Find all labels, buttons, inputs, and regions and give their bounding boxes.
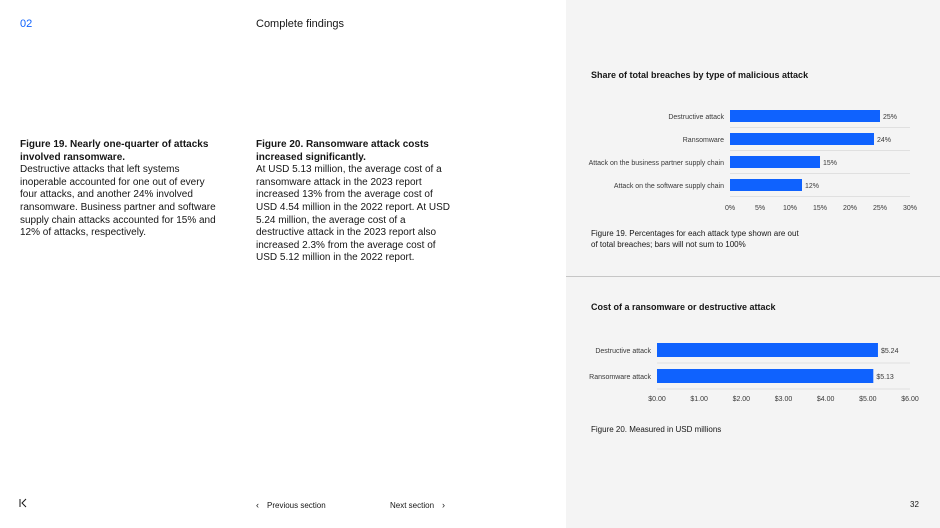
bar-value-label: 12% [805, 183, 820, 190]
figure20-text-block [256, 139, 452, 265]
category-label: Attack on the software supply chain [613, 183, 724, 190]
previous-section-link[interactable] [256, 500, 326, 510]
panel-divider [566, 276, 940, 277]
category-label: Ransomware [682, 137, 724, 144]
chart2-caption: Figure 20. Measured in USD millions [591, 425, 722, 434]
category-label: Ransomware attack [589, 374, 651, 381]
x-tick-label: 25% [872, 205, 888, 212]
first-page-icon[interactable] [18, 498, 28, 511]
next-section-link[interactable] [390, 500, 445, 510]
figure19-text-block [20, 139, 220, 240]
x-tick-label: $4.00 [816, 396, 835, 403]
figure19-body: Destructive attacks that left systems inoperable accounted for one out of every four attacks, and another 24% involved ransomware. Business partner and software supply chain attacks accounted for 15% and 12% of attacks, respectively. [20, 164, 216, 239]
section-number: 02 [20, 18, 33, 30]
previous-section-label: Previous section [267, 500, 326, 510]
x-tick-label: 10% [782, 205, 798, 212]
figure19-heading: Figure 19. Nearly one-quarter of attacks involved ransomware. [20, 139, 209, 163]
chart1-caption: Figure 19. Percentages for each attack type shown are out of total breaches; bars will not sum to 100% [591, 229, 799, 249]
bar-value-label: 15% [823, 160, 838, 167]
x-tick-label: $6.00 [901, 396, 919, 403]
category-label: Destructive attack [668, 114, 724, 121]
bar-value-label: 25% [883, 114, 898, 121]
bar [730, 110, 880, 122]
bar [657, 369, 873, 383]
x-tick-label: $2.00 [732, 396, 751, 403]
attack-cost-chart [566, 332, 940, 407]
first-page-glyph [18, 498, 28, 508]
bar [657, 343, 878, 357]
figure20-body: At USD 5.13 million, the average cost of a ransomware attack in the 2023 report increased 13% from the average cost of USD 4.54 million in the 2022 report. At USD 5.24 million, the average cost of a destructive attack in the 2023 report also increased 2.3% from the average cost of USD 5.12 million in the 2022 report. [256, 164, 450, 264]
x-tick-label: 5% [754, 205, 766, 212]
x-tick-label: $0.00 [648, 396, 666, 403]
bar [730, 133, 874, 145]
chart1-title: Share of total breaches by type of malicious attack [591, 70, 809, 80]
bar-value-label: 24% [877, 137, 892, 144]
category-label: Destructive attack [595, 348, 651, 355]
bar-value-label: $5.24 [880, 348, 899, 355]
x-tick-label: 20% [842, 205, 858, 212]
x-tick-label: 15% [812, 205, 828, 212]
next-section-label: Next section [390, 500, 435, 510]
x-tick-label: 0% [724, 205, 736, 212]
x-tick-label: $5.00 [859, 396, 877, 403]
x-tick-label: 30% [902, 205, 918, 212]
chevron-left-icon: ‹ [256, 500, 259, 510]
x-tick-label: $3.00 [774, 396, 793, 403]
page-number: 32 [910, 500, 919, 509]
breach-share-chart [566, 100, 940, 215]
chart2-title: Cost of a ransomware or destructive attack [591, 302, 776, 312]
bar [730, 179, 802, 191]
bar [730, 156, 820, 168]
bar-value-label: $5.13 [876, 374, 894, 381]
category-label: Attack on the business partner supply chain [588, 160, 724, 167]
x-tick-label: $1.00 [690, 396, 708, 403]
figure20-heading: Figure 20. Ransomware attack costs increased significantly. [256, 139, 429, 163]
page-header-title: Complete findings [256, 18, 345, 30]
chevron-right-icon: › [442, 500, 446, 510]
